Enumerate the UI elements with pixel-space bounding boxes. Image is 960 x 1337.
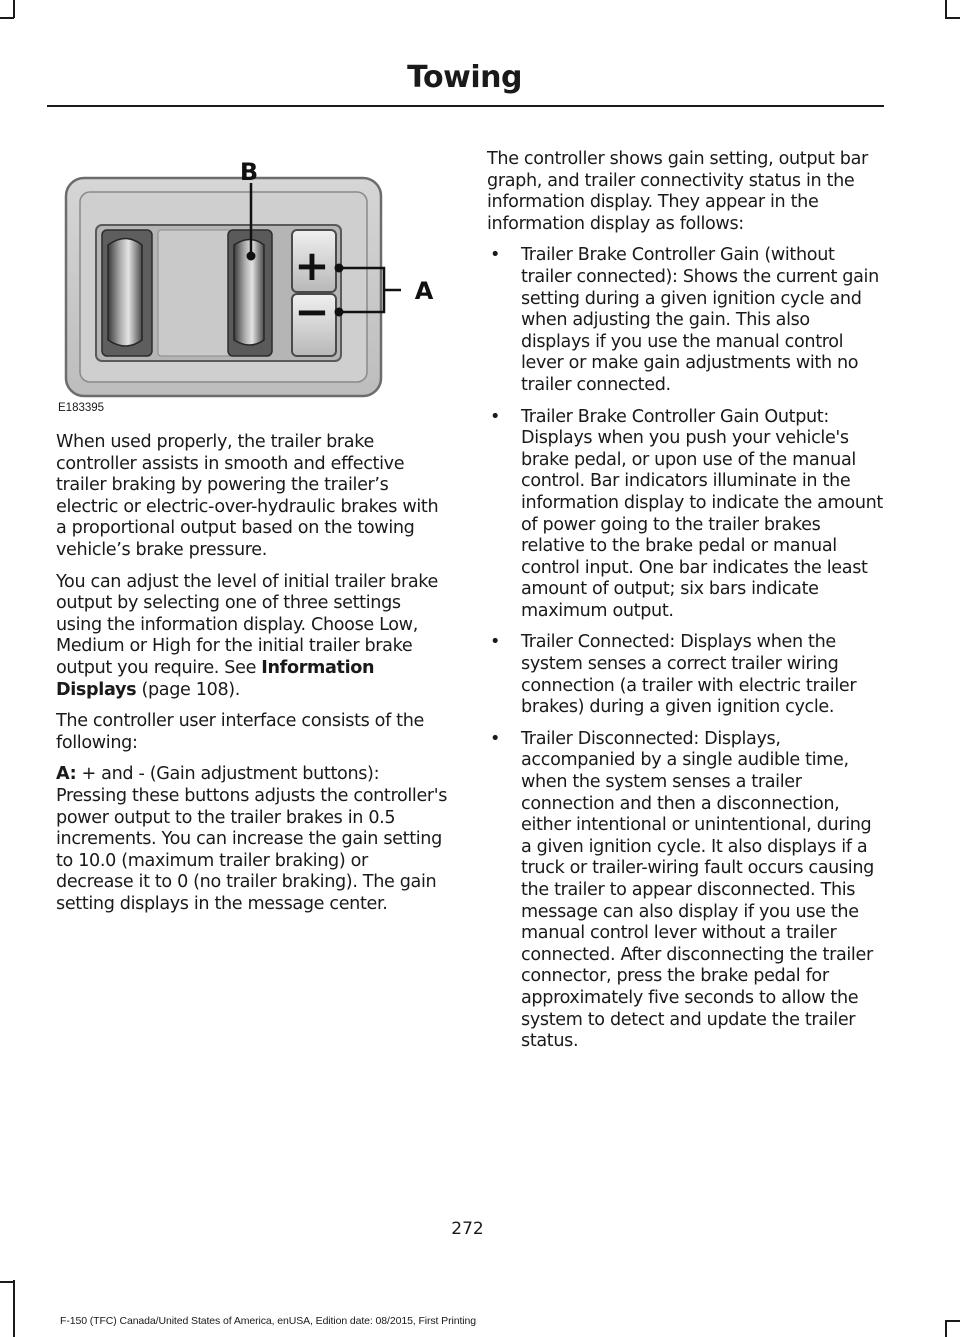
callout-a-label: A xyxy=(414,277,434,305)
list-item xyxy=(487,729,883,1053)
crop-mark-top-right xyxy=(945,0,947,18)
list-item-text: Trailer Disconnected: Displays, accompanied by a single audible time, when the system senses a trailer connection and then a disconnection, either intentional or unintentional, during a given ignition cycle. It also displays if a truck or trailer-wiring fault occurs causing the trailer to appear disconnected. This message can also display if you use the manual control lever without a trailer connected. After disconnecting the trailer connector, press the brake pedal for approximately five seconds to allow the system to detect and update the trailer status. xyxy=(521,728,874,1052)
list-item xyxy=(487,245,883,396)
paragraph-display-intro: The controller shows gain setting, output bar graph, and trailer connectivity status in the information display. They appear in the information display as follows: xyxy=(487,149,868,234)
page-number: 272 xyxy=(451,1219,484,1239)
bullet-icon: • xyxy=(490,245,501,266)
header-divider xyxy=(47,105,884,107)
callout-b-label: B xyxy=(239,158,259,186)
bullet-icon: • xyxy=(490,632,501,653)
right-column xyxy=(487,149,883,1063)
paragraph-intro: When used properly, the trailer brake controller assists in smooth and effective trailer braking by powering the trailer’s electric or electric-over-hydraulic brakes with a proportional output based on the towing vehicle’s brake pressure. xyxy=(56,432,439,560)
list-item-text: Trailer Brake Controller Gain (without trailer connected): Shows the current gain setting during a given ignition cycle and when adjusting the gain. This also displays if you use the manual control lever or make gain adjustments with no trailer connected. xyxy=(521,245,879,395)
crop-mark-bottom-left-h xyxy=(0,1281,14,1283)
information-displays-link[interactable]: Information Displays xyxy=(56,657,375,700)
bullet-icon: • xyxy=(490,728,501,749)
bullet-icon: • xyxy=(490,406,501,427)
item-a-label: A: xyxy=(56,764,77,785)
crop-mark-bottom-left xyxy=(13,1280,15,1337)
paragraph-settings-text: You can adjust the level of initial trailer brake output by selecting one of three settings using the information display. Choose Low, Medium or High for the initial trailer brake output you require. See xyxy=(56,571,438,678)
left-column xyxy=(56,432,448,915)
item-a-text: + and - (Gain adjustment buttons): Pressing these buttons adjusts the controller's power output to the trailer brakes in 0.5 increments. You can increase the gain setting to 10.0 (maximum trailer braking) or decrease it to 0 (no trailer braking). The gain setting displays in the message center. xyxy=(56,764,448,914)
minus-button-symbol: − xyxy=(294,287,330,336)
crop-mark-top-left xyxy=(13,0,15,18)
page-reference: (page 108). xyxy=(136,679,241,700)
trailer-brake-controller-figure xyxy=(56,150,448,398)
crop-mark-bottom-right xyxy=(945,1320,947,1337)
figure-code: E183395 xyxy=(58,402,105,414)
paragraph-interface: The controller user interface consists of the following: xyxy=(56,711,425,753)
paragraph-settings xyxy=(56,572,448,702)
trailer-brake-controller-illustration xyxy=(56,150,448,398)
list-item-text: Trailer Connected: Displays when the system senses a correct trailer wiring connection (a trailer with electric trailer brakes) during a given ignition cycle. xyxy=(521,632,857,718)
page-title: Towing xyxy=(407,60,522,95)
display-message-list xyxy=(487,245,883,1052)
crop-mark-top-right-h xyxy=(945,17,960,19)
paragraph-gain-buttons xyxy=(56,764,448,915)
crop-mark-top-left-h xyxy=(0,17,14,19)
list-item xyxy=(487,632,883,718)
crop-mark-bottom-right-h xyxy=(945,1320,960,1322)
list-item-text: Trailer Brake Controller Gain Output: Displays when you push your vehicle's brake pedal, or upon use of the manual control. Bar indicators illuminate in the information display to indicate the amount of power going to the trailer brakes relative to the brake pedal or manual control input. One bar indicates the least amount of output; six bars indicate maximum output. xyxy=(521,406,883,621)
plus-button-symbol: + xyxy=(294,241,330,290)
list-item xyxy=(487,407,883,623)
footer-edition-info: F-150 (TFC) Canada/United States of America, enUSA, Edition date: 08/2015, First Printing xyxy=(60,1315,476,1327)
